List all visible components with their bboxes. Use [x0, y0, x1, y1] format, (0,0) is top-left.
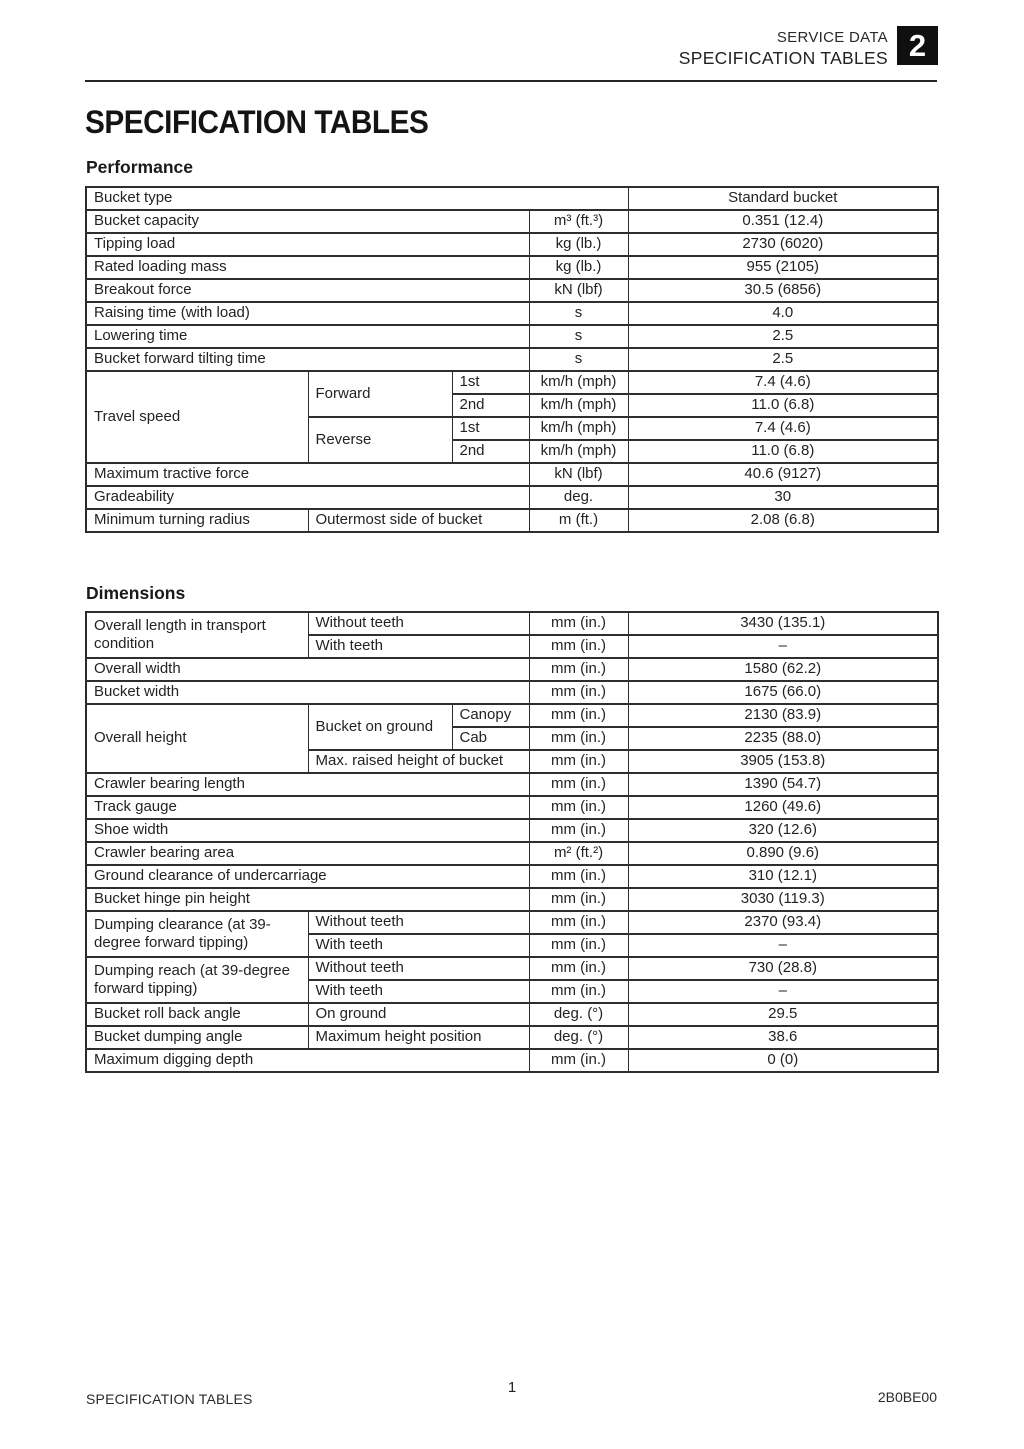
section-heading-performance: Performance [86, 157, 193, 177]
unit-cell: m (ft.) [529, 509, 628, 532]
sub-label-cell: With teeth [308, 635, 529, 658]
value-cell: 2235 (88.0) [628, 727, 938, 750]
table-row [86, 210, 938, 233]
label-cell: Overall width [86, 658, 529, 681]
unit-cell: deg. (°) [529, 1003, 628, 1026]
page-title: SPECIFICATION TABLES [85, 104, 429, 140]
label-cell: Dumping clearance (at 39-degree forward tipping) [86, 911, 308, 957]
label-cell: Overall height [86, 704, 308, 773]
table-row [86, 371, 938, 394]
value-cell: 7.4 (4.6) [628, 417, 938, 440]
sub-label-cell: Without teeth [308, 957, 529, 980]
unit-cell: s [529, 302, 628, 325]
table-row [86, 658, 938, 681]
value-cell: 1675 (66.0) [628, 681, 938, 704]
section-heading-dimensions: Dimensions [86, 583, 186, 603]
label-cell: Maximum digging depth [86, 1049, 529, 1072]
value-cell: 1580 (62.2) [628, 658, 938, 681]
label-cell: Bucket capacity [86, 210, 529, 233]
value-cell: 30 [628, 486, 938, 509]
value-cell: 3030 (119.3) [628, 888, 938, 911]
value-cell: 29.5 [628, 1003, 938, 1026]
sub-label-cell: Forward [308, 371, 452, 417]
table-row [86, 187, 938, 210]
unit-cell: s [529, 348, 628, 371]
label-cell: Shoe width [86, 819, 529, 842]
sub-label-cell: Without teeth [308, 612, 529, 635]
label-cell: Bucket width [86, 681, 529, 704]
value-cell: 0.351 (12.4) [628, 210, 938, 233]
sub-label-cell: Outermost side of bucket [308, 509, 529, 532]
value-cell: 4.0 [628, 302, 938, 325]
value-cell: 7.4 (4.6) [628, 371, 938, 394]
unit-cell: kg (lb.) [529, 256, 628, 279]
table-row [86, 819, 938, 842]
table-row [86, 509, 938, 532]
label-cell: Dumping reach (at 39-degree forward tipping) [86, 957, 308, 1003]
value-cell: 2370 (93.4) [628, 911, 938, 934]
label-cell: Bucket dumping angle [86, 1026, 308, 1049]
value-cell: 1390 (54.7) [628, 773, 938, 796]
unit-cell: m³ (ft.³) [529, 210, 628, 233]
table-row [86, 796, 938, 819]
unit-cell: deg. (°) [529, 1026, 628, 1049]
sub-label-cell: Cab [452, 727, 529, 750]
value-cell: 310 (12.1) [628, 865, 938, 888]
unit-cell: mm (in.) [529, 773, 628, 796]
label-cell: Ground clearance of undercarriage [86, 865, 529, 888]
unit-cell: mm (in.) [529, 934, 628, 957]
value-cell: 38.6 [628, 1026, 938, 1049]
unit-cell: mm (in.) [529, 635, 628, 658]
value-cell: 2.5 [628, 348, 938, 371]
unit-cell: mm (in.) [529, 865, 628, 888]
label-cell: Bucket type [86, 187, 628, 210]
label-cell: Bucket forward tilting time [86, 348, 529, 371]
sub-label-cell: With teeth [308, 980, 529, 1003]
running-header-chapter-title: SPECIFICATION TABLES [678, 48, 888, 68]
unit-cell: s [529, 325, 628, 348]
running-header-section: SERVICE DATA [776, 29, 888, 46]
value-cell: 40.6 (9127) [628, 463, 938, 486]
sub-label-cell: Reverse [308, 417, 452, 463]
label-cell: Tipping load [86, 233, 529, 256]
unit-cell: kN (lbf) [529, 279, 628, 302]
sub-label-cell: On ground [308, 1003, 529, 1026]
table-row [86, 612, 938, 635]
value-cell: – [628, 980, 938, 1003]
label-cell: Maximum tractive force [86, 463, 529, 486]
value-cell: 2730 (6020) [628, 233, 938, 256]
unit-cell: mm (in.) [529, 796, 628, 819]
dimensions-table [85, 611, 939, 1073]
value-cell: 3430 (135.1) [628, 612, 938, 635]
value-cell: 0.890 (9.6) [628, 842, 938, 865]
label-cell: Track gauge [86, 796, 529, 819]
value-cell: Standard bucket [628, 187, 938, 210]
value-cell: – [628, 934, 938, 957]
sub-label-cell: 1st [452, 371, 529, 394]
value-cell: 2.08 (6.8) [628, 509, 938, 532]
unit-cell: m² (ft.²) [529, 842, 628, 865]
table-row [86, 865, 938, 888]
unit-cell: mm (in.) [529, 750, 628, 773]
label-cell: Crawler bearing length [86, 773, 529, 796]
table-row [86, 888, 938, 911]
table-row [86, 681, 938, 704]
value-cell: 11.0 (6.8) [628, 440, 938, 463]
running-header [679, 26, 938, 69]
chapter-number-badge: 2 [897, 26, 938, 65]
value-cell: 2.5 [628, 325, 938, 348]
value-cell: 11.0 (6.8) [628, 394, 938, 417]
unit-cell: km/h (mph) [529, 371, 628, 394]
unit-cell: mm (in.) [529, 681, 628, 704]
table-row [86, 486, 938, 509]
label-cell: Breakout force [86, 279, 529, 302]
unit-cell: km/h (mph) [529, 394, 628, 417]
label-cell: Gradeability [86, 486, 529, 509]
label-cell: Lowering time [86, 325, 529, 348]
table-row [86, 325, 938, 348]
value-cell: 955 (2105) [628, 256, 938, 279]
sub-label-cell: 2nd [452, 394, 529, 417]
label-cell: Raising time (with load) [86, 302, 529, 325]
document-code: 2B0BE00 [877, 1389, 937, 1405]
table-row [86, 911, 938, 934]
footer-section-title: SPECIFICATION TABLES [86, 1391, 253, 1407]
label-cell: Rated loading mass [86, 256, 529, 279]
unit-cell: mm (in.) [529, 1049, 628, 1072]
table-row [86, 256, 938, 279]
sub-label-cell: 2nd [452, 440, 529, 463]
value-cell: 730 (28.8) [628, 957, 938, 980]
table-row [86, 1026, 938, 1049]
value-cell: 2130 (83.9) [628, 704, 938, 727]
unit-cell: mm (in.) [529, 957, 628, 980]
performance-table [85, 186, 939, 533]
table-row [86, 463, 938, 486]
unit-cell: km/h (mph) [529, 440, 628, 463]
label-cell: Travel speed [86, 371, 308, 463]
value-cell: 1260 (49.6) [628, 796, 938, 819]
unit-cell: mm (in.) [529, 911, 628, 934]
value-cell: – [628, 635, 938, 658]
sub-label-cell: Bucket on ground [308, 704, 452, 750]
unit-cell: mm (in.) [529, 819, 628, 842]
sub-label-cell: Without teeth [308, 911, 529, 934]
page-number: 1 [507, 1379, 517, 1396]
unit-cell: kN (lbf) [529, 463, 628, 486]
value-cell: 3905 (153.8) [628, 750, 938, 773]
table-row [86, 279, 938, 302]
sub-label-cell: Maximum height position [308, 1026, 529, 1049]
unit-cell: kg (lb.) [529, 233, 628, 256]
header-divider [85, 80, 937, 82]
unit-cell: mm (in.) [529, 612, 628, 635]
table-row [86, 704, 938, 727]
table-row [86, 957, 938, 980]
table-row [86, 233, 938, 256]
unit-cell: mm (in.) [529, 704, 628, 727]
sub-label-cell: Canopy [452, 704, 529, 727]
value-cell: 30.5 (6856) [628, 279, 938, 302]
running-header-text [679, 26, 888, 69]
label-cell: Minimum turning radius [86, 509, 308, 532]
label-cell: Crawler bearing area [86, 842, 529, 865]
label-cell: Overall length in transport condition [86, 612, 308, 658]
value-cell: 0 (0) [628, 1049, 938, 1072]
unit-cell: mm (in.) [529, 658, 628, 681]
unit-cell: mm (in.) [529, 727, 628, 750]
sub-label-cell: With teeth [308, 934, 529, 957]
table-row [86, 302, 938, 325]
unit-cell: km/h (mph) [529, 417, 628, 440]
table-row [86, 348, 938, 371]
value-cell: 320 (12.6) [628, 819, 938, 842]
table-row [86, 842, 938, 865]
sub-label-cell: Max. raised height of bucket [308, 750, 529, 773]
unit-cell: mm (in.) [529, 980, 628, 1003]
table-row [86, 1049, 938, 1072]
table-row [86, 773, 938, 796]
label-cell: Bucket hinge pin height [86, 888, 529, 911]
sub-label-cell: 1st [452, 417, 529, 440]
unit-cell: deg. [529, 486, 628, 509]
label-cell: Bucket roll back angle [86, 1003, 308, 1026]
unit-cell: mm (in.) [529, 888, 628, 911]
table-row [86, 1003, 938, 1026]
